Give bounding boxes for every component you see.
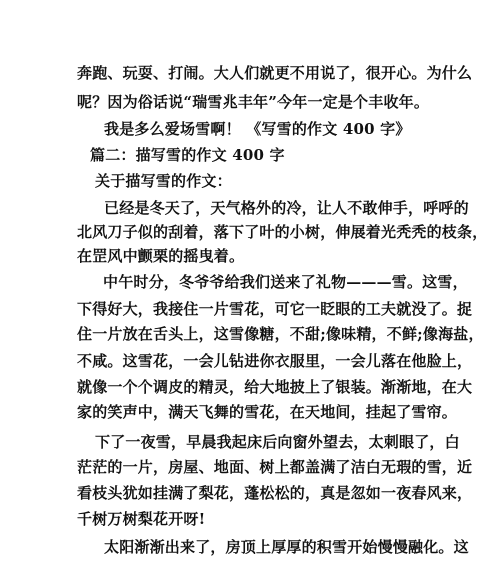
text-line: 家的笑声中，满天飞舞的雪花，在天地间，挂起了雪帘。 xyxy=(77,403,458,421)
text-line: 奔跑、玩耍、打闹。大人们就更不用说了，很开心。为什么 xyxy=(77,64,473,82)
text-line: 中午时分，冬爷爷给我们送来了礼物———雪。这雪， xyxy=(103,273,468,291)
text-line: 不咸。这雪花，一会儿钻进你衣服里，一会儿落在他脸上， xyxy=(77,352,473,370)
text-line: 已经是冬天了，天气格外的冷，让人不敢伸手，呼呼的 xyxy=(104,199,469,217)
section-heading: 篇二：描写雪的作文 400 字 xyxy=(90,146,285,164)
text-line: 我是多么爱场雪啊！ 《写雪的作文 400 字》 xyxy=(104,120,411,138)
text-line: 下了一夜雪，早晨我起床后向窗外望去，太刺眼了，白 xyxy=(95,433,460,451)
text-line: 千树万树梨花开呀! xyxy=(77,510,206,528)
text-line: 北风刀子似的刮着，落下了叶的小树，伸展着光秃秃的枝条， xyxy=(77,223,488,241)
text-line: 下得好大，我接住一片雪花，可它一眨眼的工夫就没了。捉 xyxy=(77,300,473,318)
text-line: 太阳渐渐出来了，房顶上厚厚的积雪开始慢慢融化。这 xyxy=(104,538,469,556)
text-line: 就像一个个调皮的精灵，给大地披上了银装。渐渐地，在大 xyxy=(77,378,473,396)
text-line: 住一片放在舌头上，这雪像糖，不甜;像味精，不鲜;像海盐， xyxy=(77,325,484,343)
text-line: 看枝头犹如挂满了梨花，蓬松松的，真是忽如一夜春风来， xyxy=(77,484,473,502)
text-line: 在罡风中颤栗的摇曳着。 xyxy=(77,247,245,265)
text-line: 茫茫的一片，房屋、地面、树上都盖满了洁白无瑕的雪，近 xyxy=(77,458,473,476)
text-line: 关于描写雪的作文： xyxy=(95,172,232,190)
text-line: 呢？因为俗话说“瑞雪兆丰年”今年一定是个丰收年。 xyxy=(77,93,430,111)
